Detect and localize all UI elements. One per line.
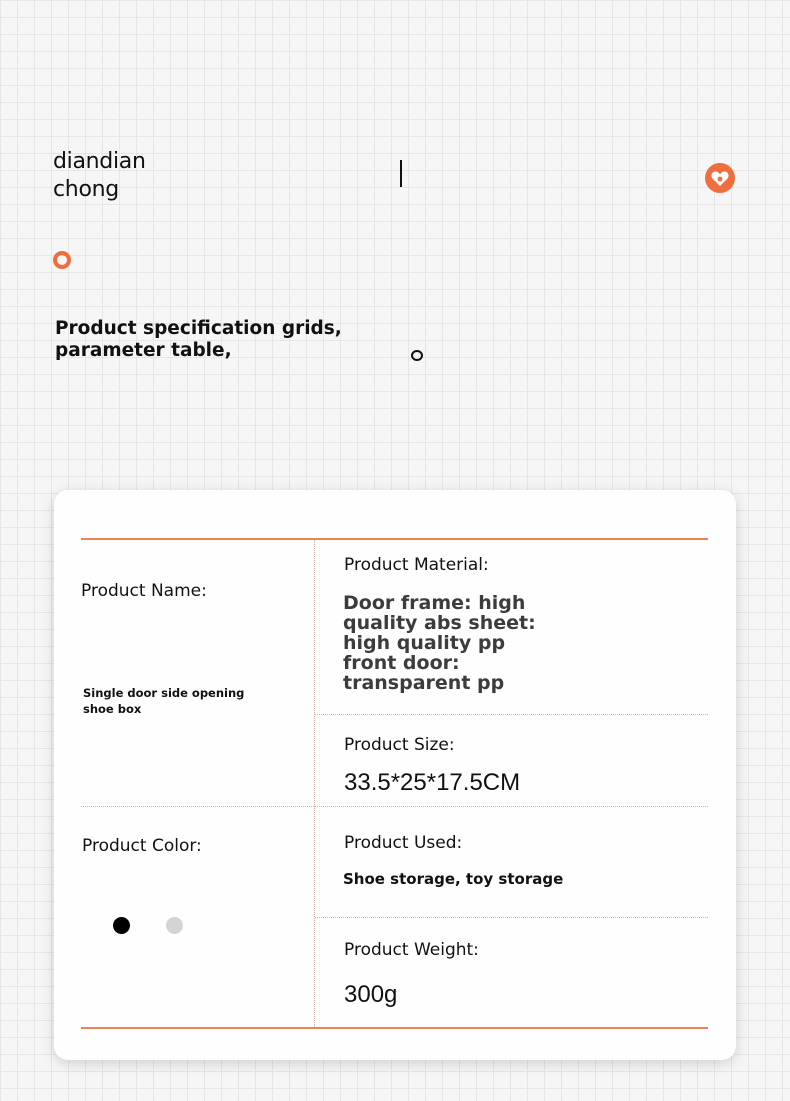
material-line-4: front door:: [343, 652, 460, 674]
product-size-value: 33.5*25*17.5CM: [344, 769, 521, 796]
table-column-divider: [314, 540, 315, 1027]
spec-card: [54, 490, 736, 1060]
product-weight-value: 300g: [344, 981, 398, 1008]
product-name-value-line-1: Single door side opening: [83, 686, 245, 700]
page-headline: [55, 318, 342, 362]
table-top-border: [81, 538, 708, 540]
color-swatch-light-gray: [166, 917, 183, 934]
material-line-3: high quality pp: [343, 632, 506, 654]
heart-icon: [705, 163, 735, 193]
material-line-2: quality abs sheet:: [343, 612, 536, 634]
brand-name: [53, 148, 146, 204]
product-used-label: Product Used:: [344, 833, 463, 853]
color-swatch-black: [113, 917, 130, 934]
brand-line-2: chong: [53, 177, 119, 202]
row-divider-middle: [81, 806, 708, 807]
product-name-label: Product Name:: [81, 581, 207, 601]
row-divider-material: [315, 714, 708, 715]
product-name-value: [83, 685, 244, 717]
product-material-label: Product Material:: [344, 555, 489, 575]
text-cursor-bar: [400, 160, 402, 187]
table-bottom-border: [81, 1027, 708, 1029]
material-line-1: Door frame: high: [343, 592, 526, 614]
ring-decoration-icon: [53, 251, 71, 269]
product-material-value: [343, 593, 536, 693]
product-color-label: Product Color:: [82, 836, 202, 856]
headline-line-2: parameter table,: [55, 340, 232, 361]
material-line-5: transparent pp: [343, 672, 505, 694]
headline-line-1: Product specification grids,: [55, 318, 342, 339]
small-ring-icon: [411, 350, 423, 361]
product-weight-label: Product Weight:: [344, 940, 479, 960]
product-size-label: Product Size:: [344, 735, 455, 755]
product-used-value: Shoe storage, toy storage: [343, 870, 564, 888]
product-name-value-line-2: shoe box: [83, 702, 142, 716]
brand-line-1: diandian: [53, 149, 146, 174]
row-divider-used: [315, 917, 708, 918]
